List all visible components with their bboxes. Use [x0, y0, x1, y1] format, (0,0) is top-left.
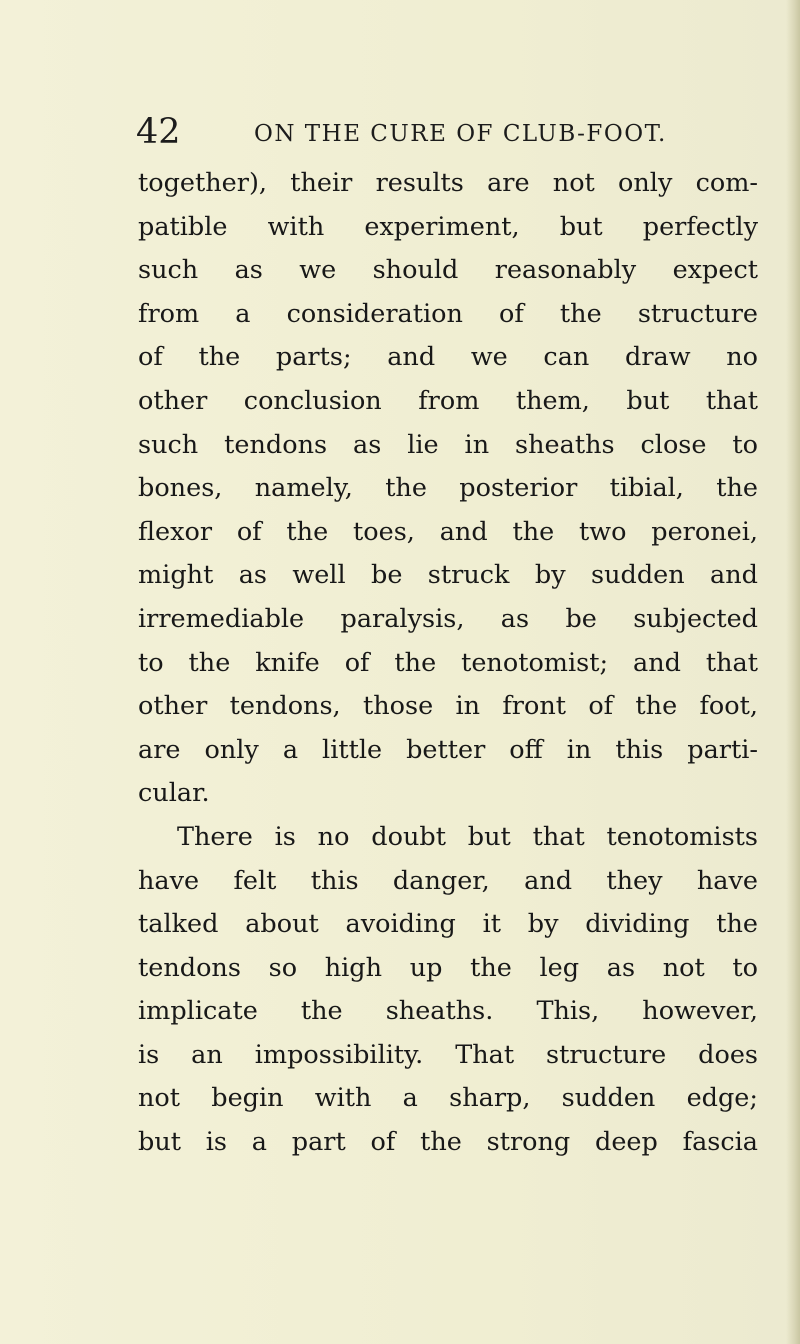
text-line: other conclusion from them, but that: [138, 385, 758, 416]
text-line: such as we should reasonably expect: [138, 255, 758, 286]
text-line: are only a little better off in this parti-: [138, 734, 758, 765]
text-line: cular.: [138, 778, 210, 809]
text-line: talked about avoiding it by dividing the: [138, 909, 758, 940]
text-line: bones, namely, the posterior tibial, the: [138, 473, 758, 504]
page-header: [136, 112, 716, 162]
text-line: but is a part of the strong deep fascia: [138, 1127, 758, 1158]
text-line: from a consideration of the structure: [138, 298, 758, 329]
text-line: not begin with a sharp, sudden edge;: [138, 1083, 758, 1114]
text-line: have felt this danger, and they have: [138, 865, 758, 896]
text-line: is an impossibility. That structure does: [138, 1039, 758, 1070]
text-line: might as well be struck by sudden and: [138, 560, 758, 591]
text-line: of the parts; and we can draw no: [138, 342, 758, 373]
page-edge-shadow: [786, 0, 800, 1344]
body-text: [138, 162, 758, 1165]
page-number: 42: [136, 112, 181, 152]
text-line: to the knife of the tenotomist; and that: [138, 647, 758, 678]
text-line: together), their results are not only com-: [138, 168, 758, 198]
text-line: implicate the sheaths. This, however,: [138, 996, 758, 1027]
text-line: flexor of the toes, and the two peronei,: [138, 516, 758, 547]
text-line: patible with experiment, but perfectly: [138, 211, 758, 242]
text-line: irremediable paralysis, as be subjected: [138, 603, 758, 634]
running-head: ON THE CURE OF CLUB-FOOT.: [254, 121, 667, 147]
text-line: other tendons, those in front of the foot,: [138, 691, 758, 722]
text-line: tendons so high up the leg as not to: [138, 952, 758, 983]
text-line: such tendons as lie in sheaths close to: [138, 429, 758, 460]
text-line: There is no doubt but that tenotomists: [177, 821, 758, 852]
